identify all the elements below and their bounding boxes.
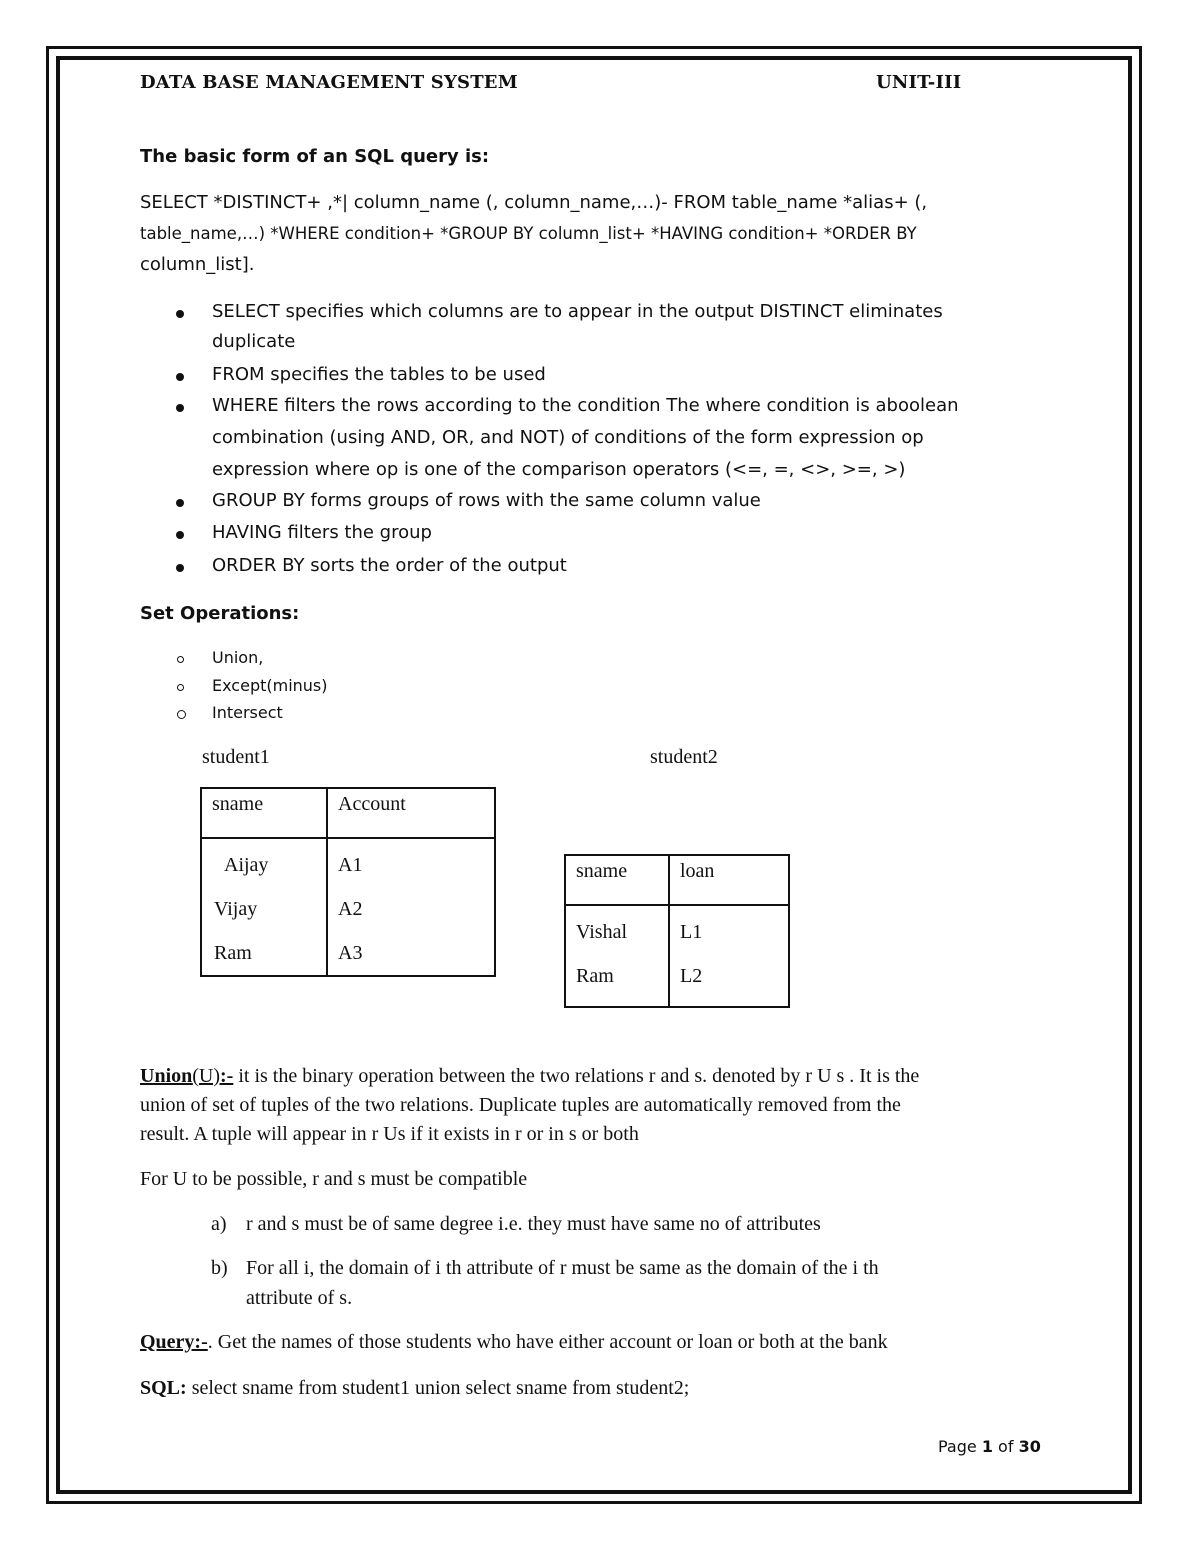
condition-b-marker: b) <box>211 1257 228 1279</box>
set-op-intersect: Intersect <box>212 703 283 722</box>
query-text: . Get the names of those students who have either account or loan or both at the bank <box>207 1331 888 1353</box>
page-of-word: of <box>992 1437 1019 1456</box>
clause-having: HAVING filters the group <box>212 522 432 543</box>
union-line-1 <box>140 1065 919 1088</box>
query-label: Query:- <box>140 1331 208 1353</box>
table-cell-value: Ram <box>576 965 614 987</box>
union-compatibility: For U to be possible, r and s must be compatible <box>140 1168 528 1190</box>
header-unit: UNIT-III <box>876 72 962 93</box>
sql-form-line-2: table_name,…) *WHERE condition+ *GROUP BY column_list+ *HAVING condition+ *ORDER BY <box>140 224 917 243</box>
set-ops-heading: Set Operations: <box>140 603 300 624</box>
union-text-1: it is the binary operation between the two relations r and s. denoted by r U s . It is the <box>233 1065 920 1087</box>
table-header-row <box>565 855 789 905</box>
clause-select-line-1: SELECT specifies which columns are to appear in the output DISTINCT eliminates <box>212 301 943 322</box>
student2-caption: student2 <box>650 746 718 768</box>
condition-a-text: r and s must be of same degree i.e. they must have same no of attributes <box>246 1213 821 1235</box>
set-op-except: Except(minus) <box>212 676 328 695</box>
set-op-union: Union, <box>212 648 264 667</box>
table-cell-value: Aijay <box>224 854 269 876</box>
condition-a-marker: a) <box>211 1213 227 1235</box>
table-cell-value: Vijay <box>214 898 258 920</box>
clause-group-by: GROUP BY forms groups of rows with the same column value <box>212 490 761 511</box>
clause-from: FROM specifies the tables to be used <box>212 364 546 385</box>
query-line <box>140 1331 888 1354</box>
student1-caption: student1 <box>202 746 270 768</box>
page-current: 1 <box>981 1437 993 1456</box>
bullet-icon <box>176 310 184 318</box>
sql-form-line-3: column_list]. <box>140 254 255 275</box>
table-cell-value: L1 <box>680 921 703 943</box>
sql-form-heading: The basic form of an SQL query is: <box>140 146 490 167</box>
page-word: Page <box>938 1437 982 1456</box>
union-term: Union <box>140 1065 193 1087</box>
table-header-row <box>201 788 495 838</box>
bullet-icon <box>176 564 184 572</box>
table-cell-value: A1 <box>338 854 363 876</box>
table-cell-value: Ram <box>214 942 252 964</box>
clause-order-by: ORDER BY sorts the order of the output <box>212 555 567 576</box>
sname-column-cell <box>565 905 669 1007</box>
table-header-cell: loan <box>669 855 789 905</box>
clause-where-line-1: WHERE filters the rows according to the condition The where condition is aboolean <box>212 395 959 416</box>
sql-text: select sname from student1 union select sname from student2; <box>186 1377 690 1399</box>
table-cell-value: L2 <box>680 965 703 987</box>
clause-select-line-2: duplicate <box>212 331 296 352</box>
table-header-cell: sname <box>565 855 669 905</box>
table-body-row <box>565 905 789 1007</box>
union-separator: :- <box>220 1065 234 1087</box>
bullet-icon <box>176 404 184 412</box>
union-line-3: result. A tuple will appear in r Us if it exists in r or in s or both <box>140 1123 639 1145</box>
table-cell-value: Vishal <box>576 921 628 943</box>
circle-bullet-icon <box>177 656 184 663</box>
union-line-2: union of set of tuples of the two relations. Duplicate tuples are automatically removed from the <box>140 1094 901 1116</box>
circle-bullet-icon <box>177 710 186 719</box>
condition-b-line-2: attribute of s. <box>246 1287 353 1309</box>
bullet-icon <box>176 373 184 381</box>
table-body-row <box>201 838 495 976</box>
page-total: 30 <box>1018 1437 1041 1456</box>
clause-where-line-3: expression where op is one of the comparison operators (<=, =, <>, >=, >) <box>212 459 906 480</box>
union-term-suffix: (U) <box>192 1065 221 1087</box>
sql-form-line-1: SELECT *DISTINCT+ ,*| column_name (, column_name,…)- FROM table_name *alias+ (, <box>140 192 928 213</box>
circle-bullet-icon <box>177 684 184 691</box>
bullet-icon <box>176 531 184 539</box>
clause-where-line-2: combination (using AND, OR, and NOT) of conditions of the form expression op <box>212 427 924 448</box>
account-column-cell <box>327 838 495 976</box>
sname-column-cell <box>201 838 327 976</box>
table-cell-value: A3 <box>338 942 363 964</box>
page-number <box>938 1437 1041 1456</box>
sql-label: SQL: <box>140 1377 187 1399</box>
loan-column-cell <box>669 905 789 1007</box>
bullet-icon <box>176 499 184 507</box>
header-title: DATA BASE MANAGEMENT SYSTEM <box>140 72 518 93</box>
sql-line <box>140 1377 689 1400</box>
table-header-cell: Account <box>327 788 495 838</box>
table-cell-value: A2 <box>338 898 363 920</box>
table-header-cell: sname <box>201 788 327 838</box>
student1-table <box>200 787 496 977</box>
student2-table <box>564 854 790 1008</box>
condition-b-line-1: For all i, the domain of i th attribute of r must be same as the domain of the i th <box>246 1257 879 1279</box>
